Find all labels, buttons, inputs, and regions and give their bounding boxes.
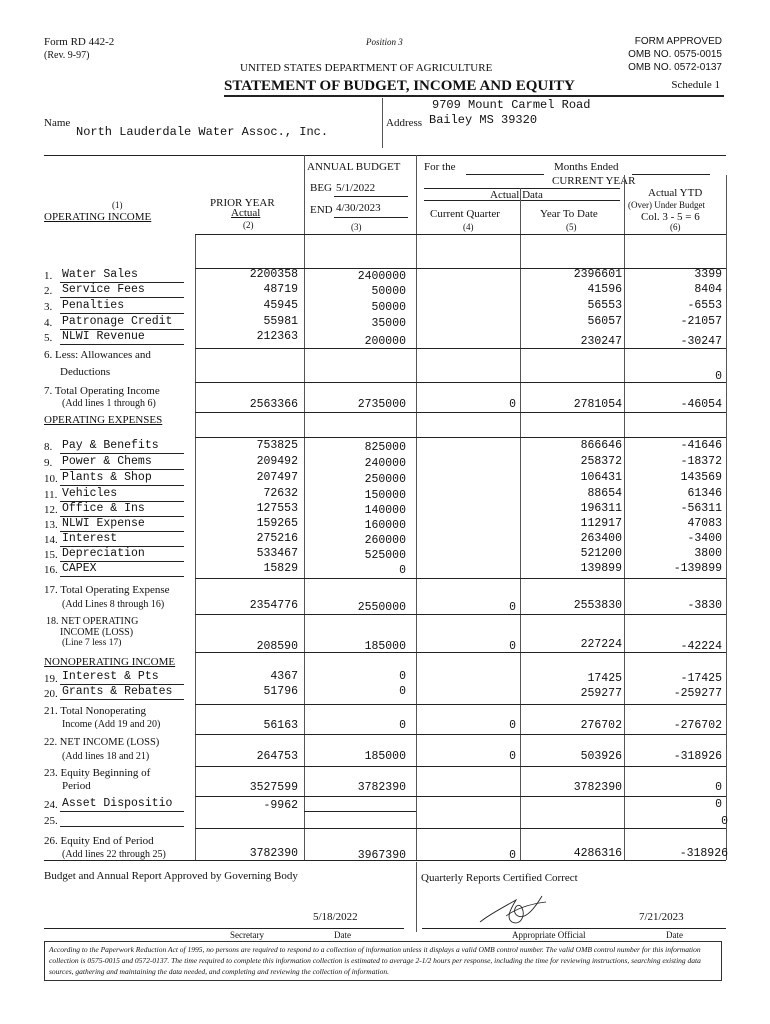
income-row-underline bbox=[60, 313, 184, 314]
income-row-diff: -21057 bbox=[680, 315, 722, 328]
income-row-name: NLWI Revenue bbox=[62, 330, 145, 343]
income-row-budget: 2400000 bbox=[357, 270, 406, 283]
line18-budget: 185000 bbox=[364, 640, 406, 653]
line22-label: 22. NET INCOME (LOSS) bbox=[44, 737, 160, 748]
nonop-row-ytd: 17425 bbox=[587, 672, 622, 685]
expense-row-name: NLWI Expense bbox=[62, 517, 145, 530]
col6-number: (6) bbox=[670, 222, 681, 232]
form-number: Form RD 442-2 bbox=[44, 36, 115, 48]
expense-row-underline bbox=[60, 453, 184, 454]
line23-diff: 0 bbox=[715, 781, 722, 794]
line24-number: 24. bbox=[44, 799, 58, 811]
expense-row-number: 16. bbox=[44, 564, 58, 576]
line23-budget: 3782390 bbox=[357, 781, 406, 794]
nonop-row-prior: 4367 bbox=[270, 670, 298, 683]
end-label: END bbox=[310, 204, 333, 216]
operating-income-header: OPERATING INCOME bbox=[44, 211, 152, 223]
expense-row-name: Depreciation bbox=[62, 547, 145, 560]
line21-qtr: 0 bbox=[509, 719, 516, 732]
line7-ytd: 2781054 bbox=[573, 398, 622, 411]
actual-header: Actual bbox=[231, 207, 261, 219]
expense-row-ytd: 88654 bbox=[587, 487, 622, 500]
line17-diff: -3830 bbox=[687, 599, 722, 612]
expense-row-prior: 753825 bbox=[256, 439, 298, 452]
income-row-number: 3. bbox=[44, 301, 53, 313]
expense-row-budget: 0 bbox=[399, 564, 406, 577]
expense-row-prior: 275216 bbox=[256, 532, 298, 545]
line17-label-2: (Add Lines 8 through 16) bbox=[62, 599, 165, 610]
year-to-date-header: Year To Date bbox=[540, 208, 598, 220]
expense-row-prior: 72632 bbox=[263, 487, 298, 500]
signature-divider bbox=[416, 862, 417, 932]
income-row-diff: 3399 bbox=[694, 268, 722, 281]
expense-row-ytd: 866646 bbox=[580, 439, 622, 452]
income-row-number: 5. bbox=[44, 332, 53, 344]
income-row-prior: 55981 bbox=[263, 315, 298, 328]
secretary-sign-line bbox=[44, 928, 404, 929]
expense-row-budget: 140000 bbox=[364, 504, 406, 517]
line21-ytd: 276702 bbox=[580, 719, 622, 732]
expense-row-ytd: 139899 bbox=[580, 562, 622, 575]
grid-row-16 bbox=[195, 578, 726, 579]
grid-col-b bbox=[304, 155, 305, 860]
line22-qtr: 0 bbox=[509, 750, 516, 763]
line24-budget-rule bbox=[304, 811, 416, 812]
prior-year-header: PRIOR YEAR bbox=[210, 197, 275, 209]
nonop-row-diff: -17425 bbox=[680, 672, 722, 685]
expense-row-diff: -41646 bbox=[680, 439, 722, 452]
line24-prior: -9962 bbox=[263, 799, 298, 812]
grid-row-22 bbox=[195, 766, 726, 767]
for-the-label: For the bbox=[424, 161, 456, 173]
income-row-diff: -6553 bbox=[687, 299, 722, 312]
line7-label-2: (Add lines 1 through 6) bbox=[62, 398, 156, 409]
col4-number: (4) bbox=[463, 222, 474, 232]
income-row-prior: 45945 bbox=[263, 299, 298, 312]
nonoperating-header: NONOPERATING INCOME bbox=[44, 656, 176, 668]
line26-diff: -318926 bbox=[679, 847, 728, 860]
form-revision: (Rev. 9-97) bbox=[44, 50, 90, 61]
expense-row-number: 9. bbox=[44, 457, 53, 469]
expense-row-diff: 143569 bbox=[680, 471, 722, 484]
omb-number-2: OMB NO. 0572-0137 bbox=[628, 62, 722, 73]
address-label: Address bbox=[386, 117, 423, 129]
col3-number: (3) bbox=[351, 222, 362, 232]
expense-row-number: 14. bbox=[44, 534, 58, 546]
col-formula-label: Col. 3 - 5 = 6 bbox=[641, 211, 700, 223]
grid-row-7 bbox=[195, 412, 726, 413]
beg-date-line bbox=[334, 196, 408, 197]
income-row-number: 4. bbox=[44, 317, 53, 329]
grid-row-25 bbox=[195, 828, 726, 829]
budget-approved-label: Budget and Annual Report Approved by Governing Body bbox=[44, 870, 298, 882]
line18-label: 18. NET OPERATING bbox=[46, 616, 139, 627]
grid-row-23 bbox=[195, 796, 726, 797]
current-quarter-header: Current Quarter bbox=[430, 208, 500, 220]
operating-expenses-header: OPERATING EXPENSES bbox=[44, 414, 163, 426]
income-row-name: Penalties bbox=[62, 299, 125, 312]
line7-qtr: 0 bbox=[509, 398, 516, 411]
income-row-prior: 48719 bbox=[263, 283, 298, 296]
line23-ytd: 3782390 bbox=[573, 781, 622, 794]
line18-ytd: 227224 bbox=[580, 638, 622, 651]
actual-data-rule bbox=[424, 200, 620, 201]
department: UNITED STATES DEPARTMENT OF AGRICULTURE bbox=[240, 62, 493, 74]
line21-budget: 0 bbox=[399, 719, 406, 732]
paperwork-footnote: According to the Paperwork Reduction Act of 1995, no persons are required to respond to a collection of information unless it displays a valid OMB control number. The valid OMB control number for this information collection is 0575-0015 and 0572-0137. The time required to complete this information collection is estimated to average 2-1/2 hours per response, including the time for reviewing instructions, searching existing data sources, gathering and maintaining the data needed, and completing and reviewing the collection of information. bbox=[44, 941, 722, 981]
expense-row-budget: 525000 bbox=[364, 549, 406, 562]
actual-data-label: Actual Data bbox=[490, 189, 543, 201]
expense-row-name: Plants & Shop bbox=[62, 471, 152, 484]
grid-col-d bbox=[520, 188, 521, 860]
line21-diff: -276702 bbox=[673, 719, 722, 732]
actual-ytd-label: Actual YTD bbox=[648, 187, 703, 199]
line22-ytd: 503926 bbox=[580, 750, 622, 763]
expense-row-ytd: 521200 bbox=[580, 547, 622, 560]
income-row-prior: 2200358 bbox=[249, 268, 298, 281]
expense-row-ytd: 258372 bbox=[580, 455, 622, 468]
line18-label-3: (Line 7 less 17) bbox=[62, 638, 122, 648]
line24-diff: 0 bbox=[715, 798, 722, 811]
expense-row-prior: 15829 bbox=[263, 562, 298, 575]
line6-label-2: Deductions bbox=[60, 366, 111, 378]
expense-row-ytd: 196311 bbox=[580, 502, 622, 515]
expense-row-diff: -3400 bbox=[687, 532, 722, 545]
expense-row-name: Power & Chems bbox=[62, 455, 152, 468]
expense-row-budget: 250000 bbox=[364, 473, 406, 486]
income-row-ytd: 2396601 bbox=[573, 268, 622, 281]
signature-date-2: 7/21/2023 bbox=[639, 911, 684, 923]
expense-row-number: 15. bbox=[44, 549, 58, 561]
income-row-ytd: 56057 bbox=[587, 315, 622, 328]
expense-row-prior: 159265 bbox=[256, 517, 298, 530]
grid-col-e bbox=[624, 175, 625, 860]
line7-budget: 2735000 bbox=[357, 398, 406, 411]
grid-row-expenses bbox=[195, 437, 726, 438]
nonop-row-number: 20. bbox=[44, 688, 58, 700]
income-row-prior: 212363 bbox=[256, 330, 298, 343]
expense-row-underline bbox=[60, 469, 184, 470]
line22-diff: -318926 bbox=[673, 750, 722, 763]
line24-underline bbox=[60, 811, 184, 812]
line17-budget: 2550000 bbox=[357, 601, 406, 614]
expense-row-name: Vehicles bbox=[62, 487, 118, 500]
for-the-blank bbox=[466, 174, 544, 175]
name-label: Name bbox=[44, 117, 71, 129]
income-row-diff: 8404 bbox=[694, 283, 722, 296]
expense-row-underline bbox=[60, 576, 184, 577]
date-label-1: Date bbox=[334, 930, 351, 940]
nonop-row-diff: -259277 bbox=[673, 687, 722, 700]
expense-row-name: Pay & Benefits bbox=[62, 439, 159, 452]
line21-label-2: Income (Add 19 and 20) bbox=[62, 719, 161, 730]
line26-qtr: 0 bbox=[509, 849, 516, 862]
grid-row-5 bbox=[195, 348, 726, 349]
nonop-row-budget: 0 bbox=[399, 685, 406, 698]
over-under-label: (Over) Under Budget bbox=[628, 200, 705, 210]
col1-number: (1) bbox=[112, 200, 123, 210]
end-date: 4/30/2023 bbox=[336, 202, 381, 214]
signature-date-1: 5/18/2022 bbox=[313, 911, 358, 923]
line26-ytd: 4286316 bbox=[573, 847, 622, 860]
income-row-ytd: 41596 bbox=[587, 283, 622, 296]
line21-label: 21. Total Nonoperating bbox=[44, 705, 146, 717]
secretary-label: Secretary bbox=[230, 930, 264, 940]
line17-label: 17. Total Operating Expense bbox=[44, 584, 170, 596]
expense-row-budget: 825000 bbox=[364, 441, 406, 454]
income-row-budget: 200000 bbox=[364, 335, 406, 348]
expense-row-number: 8. bbox=[44, 441, 53, 453]
expense-row-ytd: 112917 bbox=[580, 517, 622, 530]
expense-row-name: Interest bbox=[62, 532, 118, 545]
nonop-row-name: Interest & Pts bbox=[62, 670, 159, 683]
header-rule bbox=[44, 155, 726, 156]
col5-number: (5) bbox=[566, 222, 577, 232]
line7-diff: -46054 bbox=[680, 398, 722, 411]
line17-ytd: 2553830 bbox=[573, 599, 622, 612]
expense-row-prior: 533467 bbox=[256, 547, 298, 560]
grid-col-f bbox=[726, 175, 727, 860]
expense-row-number: 10. bbox=[44, 473, 58, 485]
line25-underline bbox=[60, 826, 184, 827]
income-row-ytd: 56553 bbox=[587, 299, 622, 312]
line18-qtr: 0 bbox=[509, 640, 516, 653]
official-signature bbox=[476, 886, 550, 930]
expense-row-diff: 61346 bbox=[687, 487, 722, 500]
income-row-budget: 50000 bbox=[371, 285, 406, 298]
entity-name: North Lauderdale Water Assoc., Inc. bbox=[76, 125, 329, 139]
line6-label: 6. Less: Allowances and bbox=[44, 349, 151, 361]
expense-row-budget: 240000 bbox=[364, 457, 406, 470]
nonop-row-underline bbox=[60, 699, 184, 700]
nonop-row-budget: 0 bbox=[399, 670, 406, 683]
line18-label-2: INCOME (LOSS) bbox=[60, 627, 134, 638]
line7-label: 7. Total Operating Income bbox=[44, 385, 160, 397]
official-label: Appropriate Official bbox=[512, 930, 586, 940]
line18-diff: -42224 bbox=[680, 640, 722, 653]
expense-row-budget: 260000 bbox=[364, 534, 406, 547]
position-label: Position 3 bbox=[366, 37, 403, 47]
expense-row-name: Office & Ins bbox=[62, 502, 145, 515]
expense-row-prior: 127553 bbox=[256, 502, 298, 515]
beg-label: BEG bbox=[310, 182, 332, 194]
current-year-label: CURRENT YEAR bbox=[552, 175, 636, 187]
income-row-diff: -30247 bbox=[680, 335, 722, 348]
income-row-number: 2. bbox=[44, 285, 53, 297]
page-title: STATEMENT OF BUDGET, INCOME AND EQUITY bbox=[224, 78, 575, 94]
beg-date: 5/1/2022 bbox=[336, 182, 376, 194]
expense-row-ytd: 106431 bbox=[580, 471, 622, 484]
income-row-underline bbox=[60, 297, 184, 298]
col2-number: (2) bbox=[243, 220, 254, 230]
schedule-label: Schedule 1 bbox=[671, 79, 720, 91]
line17-prior: 2354776 bbox=[249, 599, 298, 612]
line26-label-2: (Add lines 22 through 25) bbox=[62, 849, 166, 860]
nonop-row-name: Grants & Rebates bbox=[62, 685, 173, 698]
line26-prior: 3782390 bbox=[249, 847, 298, 860]
line22-label-2: (Add lines 18 and 21) bbox=[62, 751, 150, 762]
expense-row-underline bbox=[60, 485, 184, 486]
address-line-2: Bailey MS 39320 bbox=[429, 113, 538, 127]
line23-label-2: Period bbox=[62, 780, 91, 792]
end-date-line bbox=[334, 217, 408, 218]
line22-prior: 264753 bbox=[256, 750, 298, 763]
address-divider bbox=[382, 98, 383, 148]
line17-qtr: 0 bbox=[509, 601, 516, 614]
expense-row-name: CAPEX bbox=[62, 562, 97, 575]
months-ended-blank bbox=[632, 174, 710, 175]
expense-row-diff: 47083 bbox=[687, 517, 722, 530]
grid-row-21 bbox=[195, 734, 726, 735]
nonop-row-ytd: 259277 bbox=[580, 687, 622, 700]
line18-prior: 208590 bbox=[256, 640, 298, 653]
expense-row-diff: -18372 bbox=[680, 455, 722, 468]
income-row-ytd: 230247 bbox=[580, 335, 622, 348]
line7-prior: 2563366 bbox=[249, 398, 298, 411]
income-row-number: 1. bbox=[44, 270, 53, 282]
line24-name: Asset Dispositio bbox=[62, 797, 173, 810]
grid-row-top bbox=[195, 234, 726, 235]
nonop-row-number: 19. bbox=[44, 673, 58, 685]
grid-row-20 bbox=[195, 704, 726, 705]
expense-row-number: 11. bbox=[44, 489, 58, 501]
expense-row-diff: -139899 bbox=[673, 562, 722, 575]
quarterly-certified-label: Quarterly Reports Certified Correct bbox=[421, 872, 578, 884]
line23-prior: 3527599 bbox=[249, 781, 298, 794]
line22-budget: 185000 bbox=[364, 750, 406, 763]
annual-budget-header: ANNUAL BUDGET bbox=[307, 161, 401, 173]
expense-row-ytd: 263400 bbox=[580, 532, 622, 545]
expense-row-budget: 150000 bbox=[364, 489, 406, 502]
expense-row-prior: 209492 bbox=[256, 455, 298, 468]
income-row-name: Service Fees bbox=[62, 283, 145, 296]
income-row-budget: 35000 bbox=[371, 317, 406, 330]
address-line-1: 9709 Mount Carmel Road bbox=[432, 98, 591, 112]
expense-row-number: 12. bbox=[44, 504, 58, 516]
line26-label: 26. Equity End of Period bbox=[44, 835, 154, 847]
line26-budget: 3967390 bbox=[357, 849, 406, 862]
line23-label: 23. Equity Beginning of bbox=[44, 767, 151, 779]
date-label-2: Date bbox=[666, 930, 683, 940]
omb-number-1: OMB NO. 0575-0015 bbox=[628, 49, 722, 60]
grid-row-17 bbox=[195, 614, 726, 615]
line6-diff: 0 bbox=[715, 370, 722, 383]
grid-col-c bbox=[416, 155, 417, 860]
official-sign-line bbox=[422, 928, 726, 929]
expense-row-prior: 207497 bbox=[256, 471, 298, 484]
line21-prior: 56163 bbox=[263, 719, 298, 732]
expense-row-diff: -56311 bbox=[680, 502, 722, 515]
nonop-row-prior: 51796 bbox=[263, 685, 298, 698]
income-row-underline bbox=[60, 344, 184, 345]
income-row-name: Water Sales bbox=[62, 268, 138, 281]
form-approved: FORM APPROVED bbox=[634, 36, 722, 47]
income-row-name: Patronage Credit bbox=[62, 315, 173, 328]
expense-row-budget: 160000 bbox=[364, 519, 406, 532]
grid-row-6 bbox=[195, 382, 726, 383]
expense-row-diff: 3800 bbox=[694, 547, 722, 560]
line25-number: 25. bbox=[44, 815, 58, 827]
expense-row-number: 13. bbox=[44, 519, 58, 531]
title-rule bbox=[224, 95, 724, 97]
months-ended-label: Months Ended bbox=[554, 161, 619, 173]
income-row-budget: 50000 bbox=[371, 301, 406, 314]
line25-diff: 0 bbox=[721, 815, 728, 828]
